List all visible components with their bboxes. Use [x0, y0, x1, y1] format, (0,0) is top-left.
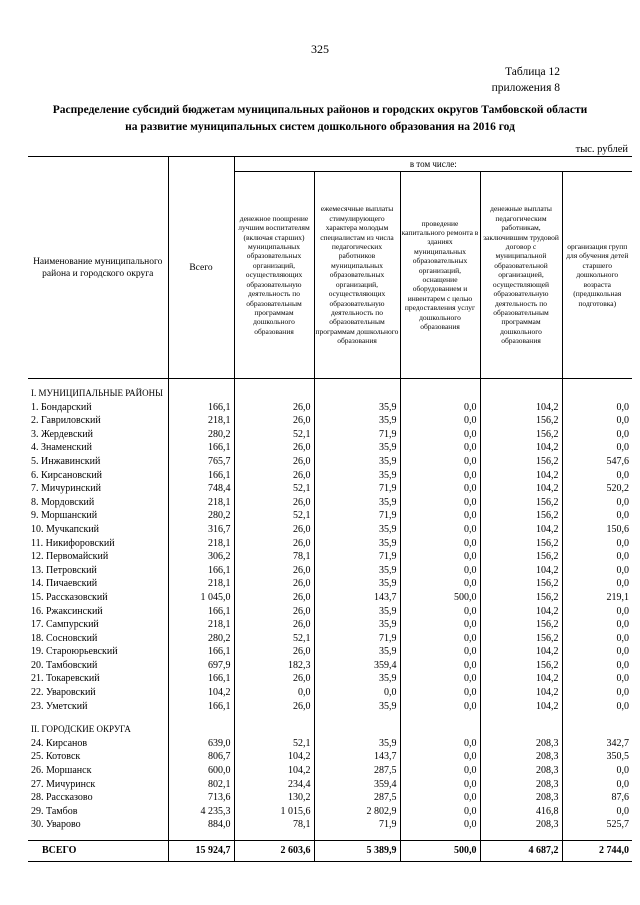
row-value-cell: 156,2 [480, 428, 562, 442]
row-value-cell: 26,0 [234, 469, 314, 483]
row-value-cell: 0,0 [562, 441, 632, 455]
row-value-cell: 104,2 [480, 686, 562, 700]
row-value-cell: 35,9 [314, 577, 400, 591]
row-name-cell: 22. Уваровский [28, 686, 168, 700]
row-name-cell: 25. Котовск [28, 750, 168, 764]
row-value-cell: 35,9 [314, 605, 400, 619]
row-value-cell: 0,0 [562, 632, 632, 646]
row-name-cell: ВСЕГО [28, 841, 168, 862]
row-value-cell: 26,0 [234, 496, 314, 510]
row-value-cell: 0,0 [400, 750, 480, 764]
row-value-cell: 0,0 [400, 401, 480, 415]
row-value-cell: 0,0 [400, 428, 480, 442]
row-value-cell: 0,0 [562, 577, 632, 591]
table-reference [492, 64, 560, 96]
row-value-cell: 104,2 [480, 645, 562, 659]
row-name-cell: 28. Рассказово [28, 791, 168, 805]
row-value-cell: 26,0 [234, 441, 314, 455]
row-value-cell: 156,2 [480, 509, 562, 523]
row-value-cell: 26,0 [234, 414, 314, 428]
row-value-cell: 802,1 [168, 778, 234, 792]
row-value-cell: 26,0 [234, 577, 314, 591]
row-value-cell: 71,9 [314, 428, 400, 442]
row-value-cell: 0,0 [400, 564, 480, 578]
header-sub-5: организация групп для обучения детей старшего дошкольного возраста (предшкольная подготовка) [562, 172, 632, 379]
row-value-cell: 0,0 [562, 428, 632, 442]
row-value-cell: 287,5 [314, 791, 400, 805]
header-sub-4: денежные выплаты педагогическим работникам, заключившим трудовой договор с муниципальной образовательной организацией, осуществляющей образовательную деятельность по образовательным программам дошкольного образования [480, 172, 562, 379]
row-value-cell: 156,2 [480, 577, 562, 591]
row-value-cell: 104,2 [480, 469, 562, 483]
row-name-cell: 17. Сампурский [28, 618, 168, 632]
table-number: Таблица 12 [505, 66, 560, 78]
table-row [28, 645, 632, 659]
row-name-cell: 27. Мичуринск [28, 778, 168, 792]
spacer-row [28, 379, 632, 388]
row-value-cell: 35,9 [314, 737, 400, 751]
row-value-cell: 0,0 [562, 537, 632, 551]
header-sub-1: денежное поощрение лучшим воспитателям (включая старших) муниципальных образовательных организаций, осуществляющих образовательную деятельность по образовательным программам дошкольного образования [234, 172, 314, 379]
row-value-cell: 52,1 [234, 737, 314, 751]
table-row [28, 618, 632, 632]
row-value-cell: 71,9 [314, 818, 400, 832]
row-value-cell: 104,2 [480, 564, 562, 578]
row-value-cell: 0,0 [400, 791, 480, 805]
row-value-cell: 2 744,0 [562, 841, 632, 862]
appendix-number: приложения 8 [491, 82, 560, 94]
table-row [28, 750, 632, 764]
row-value-cell: 600,0 [168, 764, 234, 778]
row-value-cell: 143,7 [314, 750, 400, 764]
row-value-cell: 287,5 [314, 764, 400, 778]
row-value-cell: 156,2 [480, 537, 562, 551]
row-value-cell: 1 045,0 [168, 591, 234, 605]
table-row [28, 550, 632, 564]
row-value-cell: 0,0 [314, 686, 400, 700]
row-value-cell: 156,2 [480, 618, 562, 632]
header-name: Наименование муниципального района и городского округа [28, 157, 168, 379]
header-including: в том числе: [234, 157, 632, 172]
row-value-cell: 0,0 [400, 778, 480, 792]
row-value-cell: 1 015,6 [234, 805, 314, 819]
row-value-cell: 156,2 [480, 496, 562, 510]
row-value-cell: 26,0 [234, 618, 314, 632]
row-name-cell: 14. Пичаевский [28, 577, 168, 591]
row-value-cell: 713,6 [168, 791, 234, 805]
header-sub-3: проведение капитального ремонта в зданиях муниципальных образовательных организаций, оснащение оборудованием и инвентарем с целью предоставления услуг дошкольного образования [400, 172, 480, 379]
row-value-cell: 218,1 [168, 577, 234, 591]
table-row [28, 605, 632, 619]
row-value-cell: 697,9 [168, 659, 234, 673]
row-value-cell: 520,2 [562, 482, 632, 496]
row-value-cell: 218,1 [168, 414, 234, 428]
table-row [28, 428, 632, 442]
row-value-cell: 0,0 [400, 686, 480, 700]
row-value-cell: 26,0 [234, 591, 314, 605]
row-value-cell: 71,9 [314, 550, 400, 564]
table-row [28, 778, 632, 792]
row-name-cell: 23. Уметский [28, 700, 168, 714]
row-value-cell: 234,4 [234, 778, 314, 792]
row-value-cell: 71,9 [314, 632, 400, 646]
row-name-cell: 12. Первомайский [28, 550, 168, 564]
row-value-cell: 342,7 [562, 737, 632, 751]
row-value-cell: 156,2 [480, 591, 562, 605]
row-value-cell: 359,4 [314, 659, 400, 673]
table-row [28, 523, 632, 537]
row-value-cell: 156,2 [480, 455, 562, 469]
row-value-cell: 765,7 [168, 455, 234, 469]
header-total: Всего [168, 157, 234, 379]
row-value-cell: 26,0 [234, 700, 314, 714]
row-name-cell: 3. Жердевский [28, 428, 168, 442]
row-value-cell: 0,0 [400, 700, 480, 714]
table-row [28, 496, 632, 510]
row-name-cell: 1. Бондарский [28, 401, 168, 415]
section-row [28, 387, 632, 401]
row-value-cell: 500,0 [400, 841, 480, 862]
row-value-cell: 0,0 [562, 764, 632, 778]
row-value-cell: 0,0 [562, 700, 632, 714]
row-value-cell: 26,0 [234, 523, 314, 537]
row-value-cell: 35,9 [314, 469, 400, 483]
row-value-cell: 0,0 [400, 482, 480, 496]
row-value-cell: 35,9 [314, 618, 400, 632]
row-value-cell: 156,2 [480, 414, 562, 428]
row-value-cell: 104,2 [480, 441, 562, 455]
row-value-cell: 219,1 [562, 591, 632, 605]
row-value-cell: 35,9 [314, 537, 400, 551]
row-value-cell: 4 235,3 [168, 805, 234, 819]
row-value-cell: 525,7 [562, 818, 632, 832]
row-value-cell: 0,0 [400, 737, 480, 751]
table-row [28, 805, 632, 819]
section-title: I. МУНИЦИПАЛЬНЫЕ РАЙОНЫ [28, 387, 168, 401]
row-value-cell: 166,1 [168, 441, 234, 455]
row-value-cell: 166,1 [168, 401, 234, 415]
row-name-cell: 11. Никифоровский [28, 537, 168, 551]
spacer-row [28, 713, 632, 723]
table-row [28, 632, 632, 646]
row-value-cell: 0,0 [400, 764, 480, 778]
row-value-cell: 104,2 [168, 686, 234, 700]
row-value-cell: 0,0 [562, 618, 632, 632]
row-value-cell: 0,0 [562, 605, 632, 619]
row-value-cell: 0,0 [400, 645, 480, 659]
row-name-cell: 30. Уварово [28, 818, 168, 832]
row-name-cell: 7. Мичуринский [28, 482, 168, 496]
row-value-cell: 26,0 [234, 605, 314, 619]
row-value-cell: 0,0 [400, 672, 480, 686]
section-row [28, 723, 632, 737]
row-value-cell: 0,0 [562, 496, 632, 510]
row-value-cell: 156,2 [480, 550, 562, 564]
units-label: тыс. рублей [575, 144, 628, 155]
row-value-cell: 78,1 [234, 550, 314, 564]
row-value-cell: 0,0 [400, 577, 480, 591]
document-title [30, 102, 610, 136]
row-value-cell: 104,2 [480, 482, 562, 496]
row-value-cell: 104,2 [480, 605, 562, 619]
row-value-cell: 350,5 [562, 750, 632, 764]
table-row [28, 672, 632, 686]
row-value-cell: 26,0 [234, 645, 314, 659]
row-value-cell: 166,1 [168, 645, 234, 659]
subsidy-table [28, 156, 632, 862]
row-value-cell: 104,2 [234, 750, 314, 764]
row-value-cell: 0,0 [400, 605, 480, 619]
row-value-cell: 218,1 [168, 537, 234, 551]
table-row [28, 791, 632, 805]
table-row [28, 818, 632, 832]
row-name-cell: 9. Моршанский [28, 509, 168, 523]
row-value-cell: 208,3 [480, 778, 562, 792]
table-row [28, 700, 632, 714]
row-value-cell: 0,0 [400, 455, 480, 469]
spacer-row [28, 832, 632, 841]
row-name-cell: 20. Тамбовский [28, 659, 168, 673]
row-value-cell: 150,6 [562, 523, 632, 537]
section-title: II. ГОРОДСКИЕ ОКРУГА [28, 723, 168, 737]
row-name-cell: 8. Мордовский [28, 496, 168, 510]
page-number: 325 [311, 42, 329, 56]
title-line-1: Распределение субсидий бюджетам муниципальных районов и городских округов Тамбовской области [52, 104, 588, 116]
row-value-cell: 0,0 [400, 496, 480, 510]
row-value-cell: 35,9 [314, 496, 400, 510]
row-name-cell: 24. Кирсанов [28, 737, 168, 751]
row-value-cell: 748,4 [168, 482, 234, 496]
row-value-cell: 104,2 [480, 672, 562, 686]
total-row [28, 841, 632, 862]
table-row [28, 659, 632, 673]
row-value-cell: 26,0 [234, 564, 314, 578]
row-value-cell: 280,2 [168, 509, 234, 523]
row-value-cell: 208,3 [480, 750, 562, 764]
row-value-cell: 52,1 [234, 509, 314, 523]
row-value-cell: 35,9 [314, 523, 400, 537]
row-value-cell: 0,0 [400, 414, 480, 428]
row-name-cell: 26. Моршанск [28, 764, 168, 778]
row-name-cell: 6. Кирсановский [28, 469, 168, 483]
row-value-cell: 0,0 [400, 618, 480, 632]
row-value-cell: 104,2 [234, 764, 314, 778]
row-value-cell: 26,0 [234, 455, 314, 469]
row-value-cell: 78,1 [234, 818, 314, 832]
row-value-cell: 35,9 [314, 414, 400, 428]
row-name-cell: 19. Староюрьевский [28, 645, 168, 659]
table-row [28, 564, 632, 578]
row-value-cell: 0,0 [562, 686, 632, 700]
table-row [28, 686, 632, 700]
row-value-cell: 15 924,7 [168, 841, 234, 862]
row-value-cell: 35,9 [314, 455, 400, 469]
row-value-cell: 2 802,9 [314, 805, 400, 819]
row-name-cell: 16. Ржаксинский [28, 605, 168, 619]
row-value-cell: 35,9 [314, 700, 400, 714]
table-row [28, 455, 632, 469]
row-value-cell: 280,2 [168, 428, 234, 442]
row-value-cell: 87,6 [562, 791, 632, 805]
table-row [28, 537, 632, 551]
title-line-2: на развитие муниципальных систем дошкольного образования на 2016 год [125, 121, 515, 133]
row-value-cell: 166,1 [168, 672, 234, 686]
row-value-cell: 500,0 [400, 591, 480, 605]
row-value-cell: 35,9 [314, 645, 400, 659]
row-value-cell: 0,0 [562, 564, 632, 578]
row-value-cell: 0,0 [400, 550, 480, 564]
table-row [28, 764, 632, 778]
row-value-cell: 26,0 [234, 672, 314, 686]
row-value-cell: 166,1 [168, 605, 234, 619]
row-value-cell: 0,0 [562, 414, 632, 428]
row-value-cell: 0,0 [562, 672, 632, 686]
table-row [28, 414, 632, 428]
row-value-cell: 143,7 [314, 591, 400, 605]
row-value-cell: 35,9 [314, 672, 400, 686]
row-value-cell: 306,2 [168, 550, 234, 564]
row-value-cell: 0,0 [400, 469, 480, 483]
row-name-cell: 18. Сосновский [28, 632, 168, 646]
row-value-cell: 35,9 [314, 441, 400, 455]
table-row [28, 591, 632, 605]
row-value-cell: 359,4 [314, 778, 400, 792]
row-value-cell: 0,0 [562, 805, 632, 819]
row-value-cell: 416,8 [480, 805, 562, 819]
row-name-cell: 21. Токаревский [28, 672, 168, 686]
row-value-cell: 0,0 [234, 686, 314, 700]
row-value-cell: 156,2 [480, 632, 562, 646]
table-row [28, 577, 632, 591]
table-row [28, 509, 632, 523]
row-value-cell: 0,0 [400, 632, 480, 646]
table-row [28, 469, 632, 483]
row-value-cell: 5 389,9 [314, 841, 400, 862]
table-row [28, 441, 632, 455]
row-value-cell: 0,0 [562, 778, 632, 792]
row-value-cell: 208,3 [480, 764, 562, 778]
table-body [28, 379, 632, 862]
row-value-cell: 52,1 [234, 632, 314, 646]
row-value-cell: 2 603,6 [234, 841, 314, 862]
header-sub-2: ежемесячные выплаты стимулирующего характера молодым специалистам из числа педагогических работников муниципальных образовательных организаций, осуществляющих образовательную деятельность по образовательным программам дошкольного образования [314, 172, 400, 379]
row-value-cell: 166,1 [168, 700, 234, 714]
row-value-cell: 71,9 [314, 509, 400, 523]
row-value-cell: 0,0 [400, 441, 480, 455]
row-value-cell: 639,0 [168, 737, 234, 751]
row-value-cell: 0,0 [562, 469, 632, 483]
row-value-cell: 71,9 [314, 482, 400, 496]
table-row [28, 482, 632, 496]
row-value-cell: 218,1 [168, 618, 234, 632]
row-value-cell: 35,9 [314, 564, 400, 578]
row-name-cell: 2. Гавриловский [28, 414, 168, 428]
row-value-cell: 26,0 [234, 537, 314, 551]
row-value-cell: 52,1 [234, 428, 314, 442]
row-value-cell: 218,1 [168, 496, 234, 510]
row-value-cell: 208,3 [480, 737, 562, 751]
row-value-cell: 806,7 [168, 750, 234, 764]
row-name-cell: 5. Инжавинский [28, 455, 168, 469]
row-value-cell: 208,3 [480, 818, 562, 832]
row-value-cell: 316,7 [168, 523, 234, 537]
row-value-cell: 0,0 [400, 523, 480, 537]
row-value-cell: 0,0 [562, 509, 632, 523]
row-value-cell: 0,0 [400, 818, 480, 832]
row-value-cell: 0,0 [400, 659, 480, 673]
row-value-cell: 547,6 [562, 455, 632, 469]
row-value-cell: 4 687,2 [480, 841, 562, 862]
row-name-cell: 29. Тамбов [28, 805, 168, 819]
row-name-cell: 10. Мучкапский [28, 523, 168, 537]
table-row [28, 737, 632, 751]
row-value-cell: 0,0 [562, 401, 632, 415]
row-name-cell: 4. Знаменский [28, 441, 168, 455]
row-value-cell: 166,1 [168, 469, 234, 483]
row-value-cell: 104,2 [480, 523, 562, 537]
row-value-cell: 208,3 [480, 791, 562, 805]
row-name-cell: 13. Петровский [28, 564, 168, 578]
row-value-cell: 130,2 [234, 791, 314, 805]
table-row [28, 401, 632, 415]
row-value-cell: 884,0 [168, 818, 234, 832]
row-value-cell: 35,9 [314, 401, 400, 415]
row-value-cell: 104,2 [480, 401, 562, 415]
row-value-cell: 0,0 [400, 537, 480, 551]
row-value-cell: 166,1 [168, 564, 234, 578]
row-value-cell: 0,0 [562, 645, 632, 659]
row-value-cell: 182,3 [234, 659, 314, 673]
row-value-cell: 156,2 [480, 659, 562, 673]
row-value-cell: 0,0 [562, 550, 632, 564]
row-value-cell: 0,0 [400, 509, 480, 523]
row-value-cell: 280,2 [168, 632, 234, 646]
row-value-cell: 104,2 [480, 700, 562, 714]
row-value-cell: 52,1 [234, 482, 314, 496]
row-name-cell: 15. Рассказовский [28, 591, 168, 605]
row-value-cell: 26,0 [234, 401, 314, 415]
row-value-cell: 0,0 [562, 659, 632, 673]
row-value-cell: 0,0 [400, 805, 480, 819]
